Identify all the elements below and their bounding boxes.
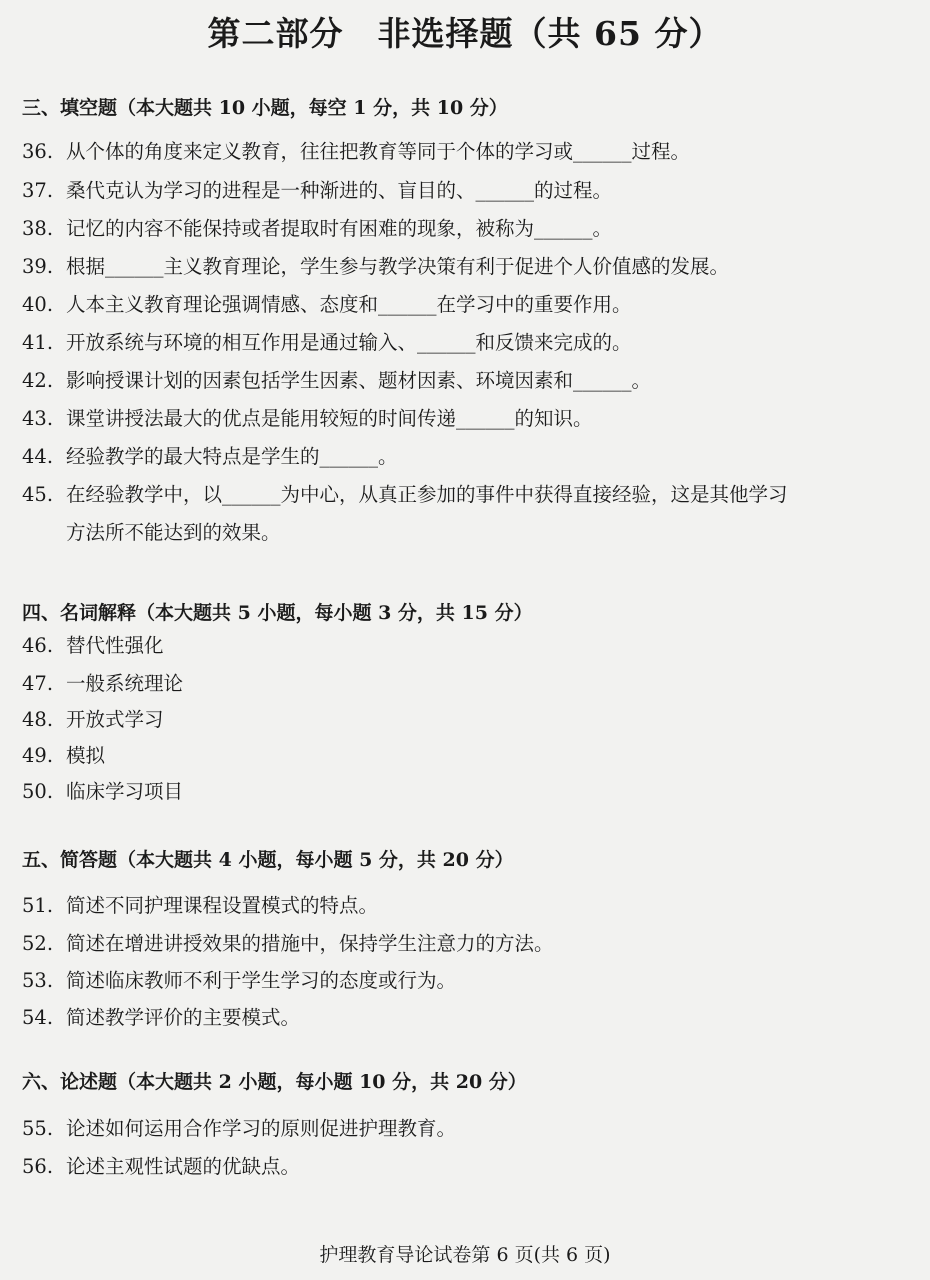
question-text: 开放系统与环境的相互作用是通过输入、______和反馈来完成的。 [66,331,632,354]
question-51 [22,890,378,918]
question-number: 39. [22,255,54,278]
question-37 [22,175,612,203]
question-44 [22,441,398,469]
question-41 [22,327,632,355]
question-38 [22,213,612,241]
page-title: 第二部分 非选择题（共 65 分） [207,14,723,53]
question-text: 论述如何运用合作学习的原则促进护理教育。 [66,1117,457,1140]
question-number: 36. [22,140,54,163]
section-heading-essay: 六、论述题（本大题共 2 小题，每小题 10 分，共 20 分） [22,1071,527,1093]
question-text: 一般系统理论 [66,672,184,695]
question-text: 课堂讲授法最大的优点是能用较短的时间传递______的知识。 [66,407,593,430]
question-text: 从个体的角度来定义教育，往往把教育等同于个体的学习或______过程。 [66,140,691,163]
question-number: 48. [22,708,54,731]
question-text: 模拟 [66,744,106,767]
question-number: 52. [22,932,54,955]
question-50 [22,776,183,804]
question-49 [22,740,105,768]
question-text: 开放式学习 [66,708,164,731]
question-number: 41. [22,331,54,354]
question-36 [22,136,690,164]
question-number: 40. [22,293,54,316]
question-45-continued: 方法所不能达到的效果。 [66,521,281,544]
question-text: 记忆的内容不能保持或者提取时有困难的现象，被称为______。 [66,217,613,240]
question-number: 45. [22,483,54,506]
question-number: 55. [22,1117,54,1140]
question-number: 46. [22,634,54,657]
question-number: 38. [22,217,54,240]
question-53 [22,965,456,993]
question-52 [22,928,554,956]
question-54 [22,1002,300,1030]
question-number: 51. [22,894,54,917]
question-number: 44. [22,445,54,468]
question-text: 人本主义教育理论强调情感、态度和______在学习中的重要作用。 [66,293,632,316]
question-number: 43. [22,407,54,430]
question-text: 根据______主义教育理论，学生参与教学决策有利于促进个人价值感的发展。 [66,255,730,278]
question-number: 53. [22,969,54,992]
question-text: 简述不同护理课程设置模式的特点。 [66,894,379,917]
question-number: 47. [22,672,54,695]
question-55 [22,1113,456,1141]
question-text: 在经验教学中，以______为中心，从真正参加的事件中获得直接经验，这是其他学习 [66,483,788,506]
question-number: 54. [22,1006,54,1029]
question-40 [22,289,632,317]
section-heading-terms: 四、名词解释（本大题共 5 小题，每小题 3 分，共 15 分） [22,602,533,624]
question-text: 经验教学的最大特点是学生的______。 [66,445,398,468]
question-47 [22,668,183,696]
question-48 [22,704,164,732]
question-43 [22,403,593,431]
question-39 [22,251,729,279]
question-number: 37. [22,179,54,202]
question-42 [22,365,651,393]
section-heading-short-answer: 五、简答题（本大题共 4 小题，每小题 5 分，共 20 分） [22,849,514,871]
question-number: 42. [22,369,54,392]
question-text: 简述临床教师不利于学生学习的态度或行为。 [66,969,457,992]
question-text: 桑代克认为学习的进程是一种渐进的、盲目的、______的过程。 [66,179,613,202]
question-number: 49. [22,744,54,767]
question-number: 50. [22,780,54,803]
section-heading-fill-in: 三、填空题（本大题共 10 小题，每空 1 分，共 10 分） [22,97,508,119]
question-text: 简述在增进讲授效果的措施中，保持学生注意力的方法。 [66,932,554,955]
question-text: 影响授课计划的因素包括学生因素、题材因素、环境因素和______。 [66,369,652,392]
question-text: 临床学习项目 [66,780,184,803]
question-text: 简述教学评价的主要模式。 [66,1006,301,1029]
question-45 [22,479,788,507]
question-number: 56. [22,1155,54,1178]
question-text: 论述主观性试题的优缺点。 [66,1155,301,1178]
question-46 [22,630,164,658]
page-footer: 护理教育导论试卷第 6 页(共 6 页) [319,1244,611,1266]
question-text: 替代性强化 [66,634,164,657]
question-56 [22,1151,300,1179]
